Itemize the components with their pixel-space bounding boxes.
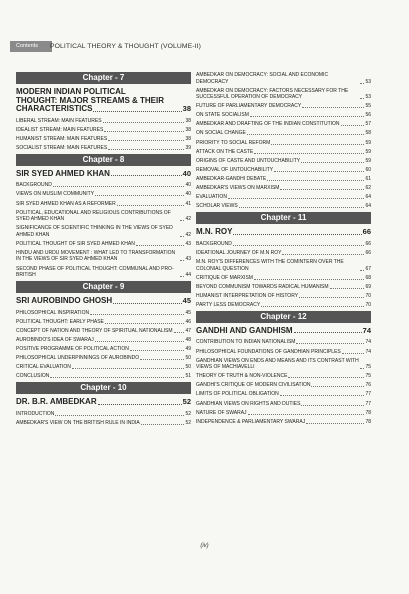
toc-entry-label: VIEWS ON MUSLIM COMMUNITY (16, 191, 95, 198)
toc-entry-label: CRITICAL EVALUATION (16, 364, 71, 371)
page-ref: 78 (365, 418, 371, 425)
page-ref: 77 (365, 391, 371, 398)
toc-entry-label: LIBERAL STREAM: MAIN FEATURES (16, 117, 102, 124)
dot-leader (360, 270, 364, 271)
page-ref: 43 (185, 240, 191, 247)
page-ref: 40 (185, 182, 191, 189)
dot-leader (98, 404, 182, 405)
chapter-band: Chapter - 11 (196, 212, 371, 224)
toc-right-column (196, 72, 371, 428)
toc-entry-label: LIMITS OF POLITICAL OBLIGATION (196, 391, 279, 398)
toc-entry-label: CONTRIBUTION TO INDIAN NATIONALISM (196, 339, 296, 346)
dot-leader (294, 332, 362, 333)
toc-entry[interactable] (196, 401, 371, 408)
toc-entry-label: HINDU AND URDU MOVEMENT : WHAT LED TO TRANSFORMATION IN THE VIEWS OF SIR SYED AHMED KHAN (16, 249, 176, 263)
toc-entry-label: GANDHIAN VIEWS ON RIGHTS AND DUTIES (196, 400, 301, 407)
page-ref: 38 (185, 126, 191, 133)
dot-leader (117, 205, 185, 206)
toc-entry[interactable] (196, 158, 371, 165)
page-ref: 59 (365, 157, 371, 164)
dot-leader (330, 288, 365, 289)
toc-entry-label: IDEATIONAL JOURNEY OF M.N ROY (196, 249, 282, 256)
page-ref: 74 (365, 339, 371, 346)
toc-entry-label: SIR SYED AHMED KHAN AS A REFORMER (16, 200, 116, 207)
toc-entry[interactable] (16, 182, 191, 189)
page-ref: 76 (365, 382, 371, 389)
dot-leader (72, 368, 185, 369)
chapter-band: Chapter - 9 (16, 281, 191, 293)
dot-leader (130, 350, 185, 351)
page-ref: 53 (365, 78, 371, 85)
dot-leader (95, 195, 184, 196)
page-ref: 46 (185, 318, 191, 325)
toc-entry-label: SIGNIFICANCE OF SCIENTIFIC THINKING IN THE VIEWS OF SYED AHMED KHAN (16, 225, 173, 238)
toc-entry-label: PHILOSOPHICAL FOUNDATIONS OF GANDHIAN PRINCIPLES (196, 348, 341, 355)
dot-leader (311, 386, 364, 387)
page-ref: 45 (185, 309, 191, 316)
dot-leader (108, 140, 184, 141)
chapter-band: Chapter - 10 (16, 382, 191, 394)
toc-entry[interactable] (196, 419, 371, 426)
toc-entry-label: REMOVAL OF UNTOUCHABILITY (196, 166, 274, 173)
toc-entry[interactable] (16, 118, 191, 125)
page-ref: 67 (365, 265, 371, 272)
toc-entry-label: PHILOSOPHICAL UNDERPINNINGS OF AUROBINDO (16, 355, 140, 362)
toc-entry[interactable] (196, 391, 371, 398)
toc-entry-label: THEORY OF TRUTH & NON-VIOLENCE (196, 373, 288, 380)
toc-entry[interactable] (16, 319, 191, 326)
dot-leader (360, 83, 364, 84)
toc-entry-label: PHILOSOPHICAL INSPIRATION (16, 309, 90, 316)
toc-entry-label: ATTACK ON THE CASTE (196, 148, 254, 155)
toc-entry-label: POLITICAL, EDUCATIONAL AND RELIGIOUS CONTRIBUTIONS OF SYED AHMED KHAN (16, 209, 171, 223)
toc-entry[interactable] (16, 337, 191, 344)
page-ref: 56 (365, 112, 371, 119)
page-ref: 53 (365, 94, 371, 101)
page-ref: 42 (185, 231, 191, 238)
page-ref: 44 (185, 272, 191, 279)
toc-entry-label: IDEALIST STREAM: MAIN FEATURES (16, 126, 104, 133)
toc-entry[interactable] (196, 358, 371, 371)
toc-entry[interactable] (196, 302, 371, 309)
dot-leader (95, 341, 185, 342)
page-ref: 58 (365, 130, 371, 137)
toc-left-column (16, 72, 191, 429)
page-ref: 41 (185, 200, 191, 207)
dot-leader (261, 306, 364, 307)
toc-entry-label: POLITICAL THOUGHT: EARLY PHASE (16, 318, 104, 325)
toc-entry[interactable] (196, 112, 371, 119)
dot-leader (274, 171, 364, 172)
page-ref: 74 (365, 348, 371, 355)
toc-entry[interactable] (16, 201, 191, 208)
dot-leader (282, 254, 364, 255)
toc-entry-label: HUMANIST STREAM: MAIN FEATURES (16, 135, 108, 142)
page-ref: 40 (185, 191, 191, 198)
dot-leader (239, 207, 365, 208)
dot-leader (360, 368, 364, 369)
toc-entry-label: ON STATE SOCIALISM (196, 112, 249, 119)
toc-entry-label: AMBEDKAR-GANDHI DEBATE (196, 175, 267, 182)
dot-leader (90, 314, 184, 315)
toc-entry[interactable] (16, 355, 191, 362)
chapter-title[interactable] (16, 88, 191, 114)
toc-entry[interactable] (16, 225, 191, 238)
page-ref: 51 (185, 373, 191, 380)
toc-entry[interactable] (196, 203, 371, 210)
toc-entry[interactable] (16, 241, 191, 248)
toc-entry-label: INDEPENDENCE & PARLIAMENTARY SWARAJ (196, 418, 306, 425)
toc-entry-label: GANDHI'S CRITIQUE OF MODERN CIVILISATION (196, 382, 311, 389)
page-ref: 55 (365, 103, 371, 110)
page-ref: 75 (365, 364, 371, 371)
dot-leader (55, 415, 184, 416)
dot-leader (288, 377, 364, 378)
dot-leader (180, 220, 184, 221)
dot-leader (113, 303, 182, 304)
page-ref: 75 (365, 373, 371, 380)
dot-leader (296, 343, 364, 344)
page-ref: 50 (185, 355, 191, 362)
dot-leader (141, 424, 185, 425)
page-ref: 64 (365, 194, 371, 201)
toc-entry-label: CRITIQUE OF MARXISM (196, 274, 253, 281)
toc-entry-label: AUROBINDO'S IDEA OF SWARAJ (16, 336, 94, 343)
toc-entry-label: AMBEDKAR'S VIEWS ON MARXISM (196, 185, 280, 192)
chapter-title-label: SRI AUROBINDO GHOSH (16, 296, 113, 306)
toc-entry-label: SCHOLAR VIEWS (196, 203, 238, 210)
dot-leader (103, 122, 185, 123)
running-header (0, 41, 409, 52)
page-ref: 61 (365, 175, 371, 182)
chapter-title[interactable] (16, 297, 191, 306)
page-ref: 70 (365, 301, 371, 308)
chapter-title[interactable] (196, 327, 371, 336)
toc-entry-label: EVALUATION (196, 194, 227, 201)
toc-entry-label: CONCLUSION (16, 373, 50, 380)
book-title: POLITICAL THEORY & THOUGHT (VOLUME-II) (50, 43, 201, 50)
page-ref: 45 (182, 296, 191, 306)
toc-entry[interactable] (16, 364, 191, 371)
toc-entry[interactable] (196, 349, 371, 356)
toc-entry-label: SECOND PHASE OF POLITICAL THOUGHT: COMMUNAL AND PRO-BRITISH (16, 265, 174, 279)
page-ref: 74 (362, 325, 371, 335)
dot-leader (360, 98, 364, 99)
toc-entry-label: PARTY LESS DEMOCRACY (196, 301, 261, 308)
dot-leader (180, 236, 184, 237)
dot-leader (306, 423, 364, 424)
dot-leader (104, 131, 184, 132)
dot-leader (341, 125, 365, 126)
page-ref: 52 (185, 419, 191, 426)
toc-entry[interactable] (196, 241, 371, 248)
page-ref: 66 (362, 227, 371, 237)
page-ref: 59 (365, 139, 371, 146)
dot-leader (136, 245, 185, 246)
page-ref: 64 (365, 203, 371, 210)
page-ref: 38 (182, 104, 191, 113)
dot-leader (250, 116, 365, 117)
page-ref: 49 (185, 346, 191, 352)
toc-entry-label: ORIGINS OF CASTE AND UNTOUCHABILITY (196, 157, 301, 164)
chapter-title-line (16, 105, 191, 114)
page-ref: 66 (365, 240, 371, 247)
dot-leader (93, 111, 181, 112)
toc-entry[interactable] (16, 328, 191, 335)
dot-leader (301, 162, 364, 163)
page-ref: 68 (365, 274, 371, 281)
toc-entry[interactable] (16, 136, 191, 143)
dot-leader (247, 134, 365, 135)
toc-entry-label: INTRODUCTION (16, 410, 55, 417)
page-ref: 78 (365, 409, 371, 416)
toc-entry[interactable] (196, 410, 371, 417)
toc-entry[interactable] (196, 130, 371, 137)
dot-leader (342, 353, 365, 354)
dot-leader (50, 377, 184, 378)
chapter-title-label: DR. B.R. AMBEDKAR (16, 397, 97, 407)
dot-leader (180, 260, 184, 261)
page-ref: 40 (182, 168, 191, 178)
toc-entry-label: POLITICAL THOUGHT OF SIR SYED AHMED KHAN (16, 240, 135, 247)
toc-entry[interactable] (16, 127, 191, 134)
dot-leader (111, 175, 182, 176)
toc-entry[interactable] (196, 339, 371, 346)
toc-entry[interactable] (16, 266, 191, 279)
dot-leader (254, 153, 364, 154)
dot-leader (108, 149, 184, 150)
page-ref: 42 (185, 216, 191, 223)
dot-leader (302, 107, 364, 108)
toc-entry-label: CONCEPT OF NATION AND THEORY OF SPIRITUAL NATIONALISM (16, 327, 173, 334)
dot-leader (280, 189, 364, 190)
page-number: (iv) (200, 543, 209, 549)
toc-entry[interactable] (16, 420, 191, 427)
dot-leader (53, 186, 185, 187)
dot-leader (299, 297, 364, 298)
dot-leader (233, 234, 361, 235)
page-ref: 62 (365, 185, 371, 192)
toc-entry[interactable] (196, 275, 371, 282)
dot-leader (254, 279, 364, 280)
toc-entry[interactable] (16, 145, 191, 152)
dot-leader (105, 323, 185, 324)
toc-entry[interactable] (16, 191, 191, 198)
toc-entry-label: ON SOCIAL CHANGE (196, 130, 246, 137)
toc-entry[interactable] (196, 103, 371, 110)
dot-leader (267, 180, 364, 181)
toc-entry[interactable] (196, 382, 371, 389)
dot-leader (174, 332, 185, 333)
chapter-title-label: MODERN INDIAN POLITICAL (16, 87, 126, 96)
chapter-title[interactable] (16, 170, 191, 179)
toc-entry[interactable] (196, 88, 371, 101)
page-ref: 60 (365, 166, 371, 173)
toc-entry-label: AMBEDKAR ON DEMOCRACY: SOCIAL AND ECONOMIC DEMOCRACY (196, 72, 329, 85)
toc-entry[interactable] (196, 72, 371, 85)
chapter-title-label: SIR SYED AHMED KHAN (16, 168, 110, 178)
page-ref: 66 (365, 249, 371, 256)
chapter-title-label: M.N. ROY (196, 227, 233, 237)
page-ref: 39 (185, 144, 191, 151)
dot-leader (140, 359, 184, 360)
page-ref: 38 (185, 135, 191, 142)
toc-entry-label: BACKGROUND (16, 182, 52, 189)
chapter-title-label: THOUGHT: MAJOR STREAMS & THEIR (16, 95, 164, 105)
toc-entry-label: AMBEDKAR ON DEMOCRACY: FACTORS NECESSARY FOR THE SUCCESSFUL OPERATION OF DEMOCRACY (196, 87, 349, 101)
toc-entry[interactable] (196, 250, 371, 257)
chapter-band: Chapter - 8 (16, 154, 191, 166)
dot-leader (301, 405, 364, 406)
dot-leader (248, 414, 365, 415)
toc-entry[interactable] (16, 250, 191, 263)
page-ref: 38 (185, 117, 191, 124)
page-ref: 52 (185, 410, 191, 417)
toc-entry[interactable] (196, 284, 371, 291)
toc-entry[interactable] (196, 185, 371, 192)
toc-entry-label: POSITIVE PROGRAMME OF POLITICAL ACTION (16, 346, 129, 352)
page-ref: 77 (365, 400, 371, 407)
dot-leader (280, 395, 365, 396)
dot-leader (233, 245, 365, 246)
dot-leader (228, 198, 365, 199)
toc-entry-label: AMBEDKAR'S VIEW ON THE BRITISH RULE IN INDIA (16, 419, 140, 426)
chapter-title-label: GANDHI AND GANDHISM (196, 325, 293, 335)
toc-entry-label: FUTURE OF PARLIAMENTARY DEMOCRACY (196, 103, 302, 110)
toc-entry[interactable] (16, 411, 191, 418)
toc-entry-label: SOCIALIST STREAM: MAIN FEATURES (16, 144, 108, 151)
page-ref: 59 (365, 148, 371, 155)
toc-entry[interactable] (196, 259, 371, 272)
toc-entry[interactable] (16, 346, 191, 353)
page-ref: 50 (185, 364, 191, 371)
page-ref: 70 (365, 292, 371, 299)
toc-entry-label: BACKGROUND (196, 240, 232, 247)
toc-entry[interactable] (16, 373, 191, 380)
toc-entry[interactable] (16, 210, 191, 223)
toc-entry[interactable] (196, 140, 371, 147)
page-ref: 43 (185, 256, 191, 263)
chapter-title[interactable] (16, 398, 191, 407)
contents-tag: Contents (10, 41, 52, 52)
toc-entry-label: M.N. ROY'S DIFFERENCES WITH THE COMINTERN OVER THE COLONIAL QUESTION (196, 259, 344, 272)
page-ref: 48 (185, 336, 191, 343)
page-ref: 52 (182, 397, 191, 407)
toc-entry[interactable] (196, 293, 371, 300)
toc-entry[interactable] (196, 149, 371, 156)
toc-entry-label: AMBEDKAR AND DRAFTING OF THE INDIAN CONSTITUTION (196, 121, 340, 128)
toc-entry-label: PRIORITY TO SOCIAL REFORM (196, 139, 271, 146)
toc-entry[interactable] (196, 373, 371, 380)
toc-entry-label: BEYOND COMMUNISM TOWARDS RADICAL HUMANISM (196, 283, 329, 290)
page-ref: 57 (365, 121, 371, 128)
toc-entry[interactable] (196, 194, 371, 201)
toc-entry[interactable] (196, 167, 371, 174)
dot-leader (180, 276, 184, 277)
page-ref: 47 (185, 327, 191, 334)
toc-entry[interactable] (196, 121, 371, 128)
chapter-title[interactable] (196, 228, 371, 237)
toc-entry-label: HUMANIST INTERPRETATION OF HISTORY (196, 292, 299, 299)
toc-entry[interactable] (196, 176, 371, 183)
chapter-title-label: CHARACTERISTICS (16, 104, 93, 113)
toc-entry-label: NATURE OF SWARAJ (196, 409, 247, 416)
toc-entry-label: GANDHIAN VIEWS ON ENDS AND MEANS AND ITS CONTRAST WITH VIEWS OF MACHIAVELLI (196, 357, 359, 371)
chapter-band: Chapter - 12 (196, 311, 371, 323)
page-ref: 69 (365, 283, 371, 290)
toc-entry[interactable] (16, 310, 191, 317)
dot-leader (271, 144, 364, 145)
chapter-band: Chapter - 7 (16, 72, 191, 84)
